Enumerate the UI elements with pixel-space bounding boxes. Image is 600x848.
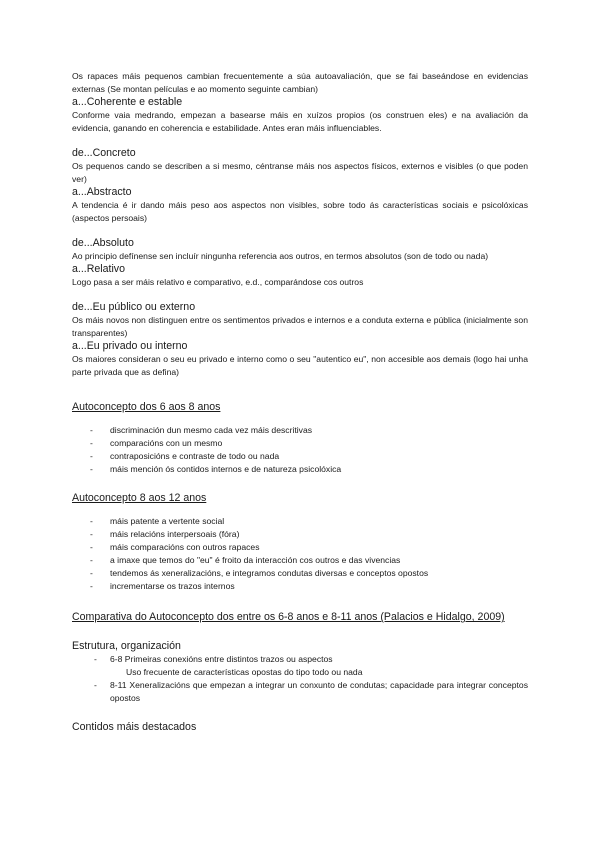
heading-concreto: de...Concreto	[72, 147, 136, 159]
document-page	[72, 70, 528, 734]
list-item: - a imaxe que temos do "eu" é froito da interacción cos outros e das vivencias	[72, 554, 528, 567]
paragraph-eu-publico: Os máis novos non distinguen entre os sentimentos privados e internos e a conduta externa e pública (inicialmente son transparentes)	[72, 315, 528, 338]
heading-coherente: a...Coherente e estable	[72, 96, 183, 108]
estrutura-item-8-11: 8-11 Xeneralizacións que empezan a integrar un conxunto de condutas; capacidade para integrar conceptos opostos	[110, 680, 528, 703]
list-item: - comparacións con un mesmo	[72, 437, 528, 450]
heading-estrutura: Estrutura, organización	[72, 640, 181, 652]
list-item	[72, 679, 528, 705]
list-item: - máis comparacións con outros rapaces	[72, 541, 528, 554]
list-item: - máis mención ós contidos internos e de natureza psicolóxica	[72, 463, 528, 476]
estrutura-item-6-8: 6-8 Primeiras conexións entre distintos trazos ou aspectos	[110, 654, 333, 664]
list-item: - tendemos ás xeneralizacións, e integramos condutas diversas e conceptos opostos	[72, 567, 528, 580]
heading-comparativa: Comparativa do Autoconcepto dos entre os 6-8 anos e 8-11 anos (Palacios e Hidalgo, 2009)	[72, 611, 505, 623]
paragraph-relativo: Logo pasa a ser máis relativo e comparativo, e.d., comparándose cos outros	[72, 277, 364, 287]
heading-absoluto: de...Absoluto	[72, 237, 134, 249]
list-estrutura-2	[72, 679, 528, 705]
paragraph-eu-privado: Os maiores consideran o seu eu privado e interno como o seu "autentico eu", non accesible aos demais (logo hai unha parte privada que as defina)	[72, 354, 528, 377]
heading-eu-publico: de...Eu público ou externo	[72, 301, 196, 313]
list-item	[72, 653, 528, 666]
list-item: - máis relacións interpersoais (fóra)	[72, 528, 528, 541]
paragraph-concreto: Os pequenos cando se describen a si mesmo, céntranse máis nos aspectos físicos, externos e visibles (o que poden ver)	[72, 161, 528, 184]
heading-contidos: Contidos máis destacados	[72, 721, 197, 733]
list-item: - incrementarse os trazos internos	[72, 580, 528, 593]
list-autoconcepto-6-8	[72, 424, 528, 476]
list-item: - contraposicións e contraste de todo ou nada	[72, 450, 528, 463]
estrutura-subitem: Uso frecuente de características opostas do tipo todo ou nada	[126, 667, 363, 677]
heading-eu-privado: a...Eu privado ou interno	[72, 340, 188, 352]
paragraph-autoavaliacion: Os rapaces máis pequenos cambian frecuentemente a súa autoavaliación, que se fai baseándose en evidencias externas (Se montan películas e ao momento seguinte cambian)	[72, 71, 528, 94]
list-autoconcepto-8-12	[72, 515, 528, 593]
list-item: - máis patente a vertente social	[72, 515, 528, 528]
heading-autoconcepto-6-8: Autoconcepto dos 6 aos 8 anos	[72, 401, 221, 413]
list-estrutura	[72, 653, 528, 666]
heading-abstracto: a...Abstracto	[72, 186, 132, 198]
paragraph-coherencia: Conforme vaia medrando, empezan a basearse máis en xuízos propios (os construen eles) e na avaliación da evidencia, ganando en coherencia e estabilidade. Antes eran máis influenciables.	[72, 110, 528, 133]
paragraph-abstracto: A tendencia é ir dando máis peso aos aspectos non visibles, sobre todo ás características sociais e psicolóxicas (aspectos persoais)	[72, 200, 528, 223]
list-item: - discriminación dun mesmo cada vez máis descritivas	[72, 424, 528, 437]
paragraph-absoluto: Ao principio defínense sen incluír ningunha referencia aos outros, en termos absolutos (son de todo ou nada)	[72, 251, 489, 261]
heading-relativo: a...Relativo	[72, 263, 125, 275]
heading-autoconcepto-8-12: Autoconcepto 8 aos 12 anos	[72, 492, 207, 504]
